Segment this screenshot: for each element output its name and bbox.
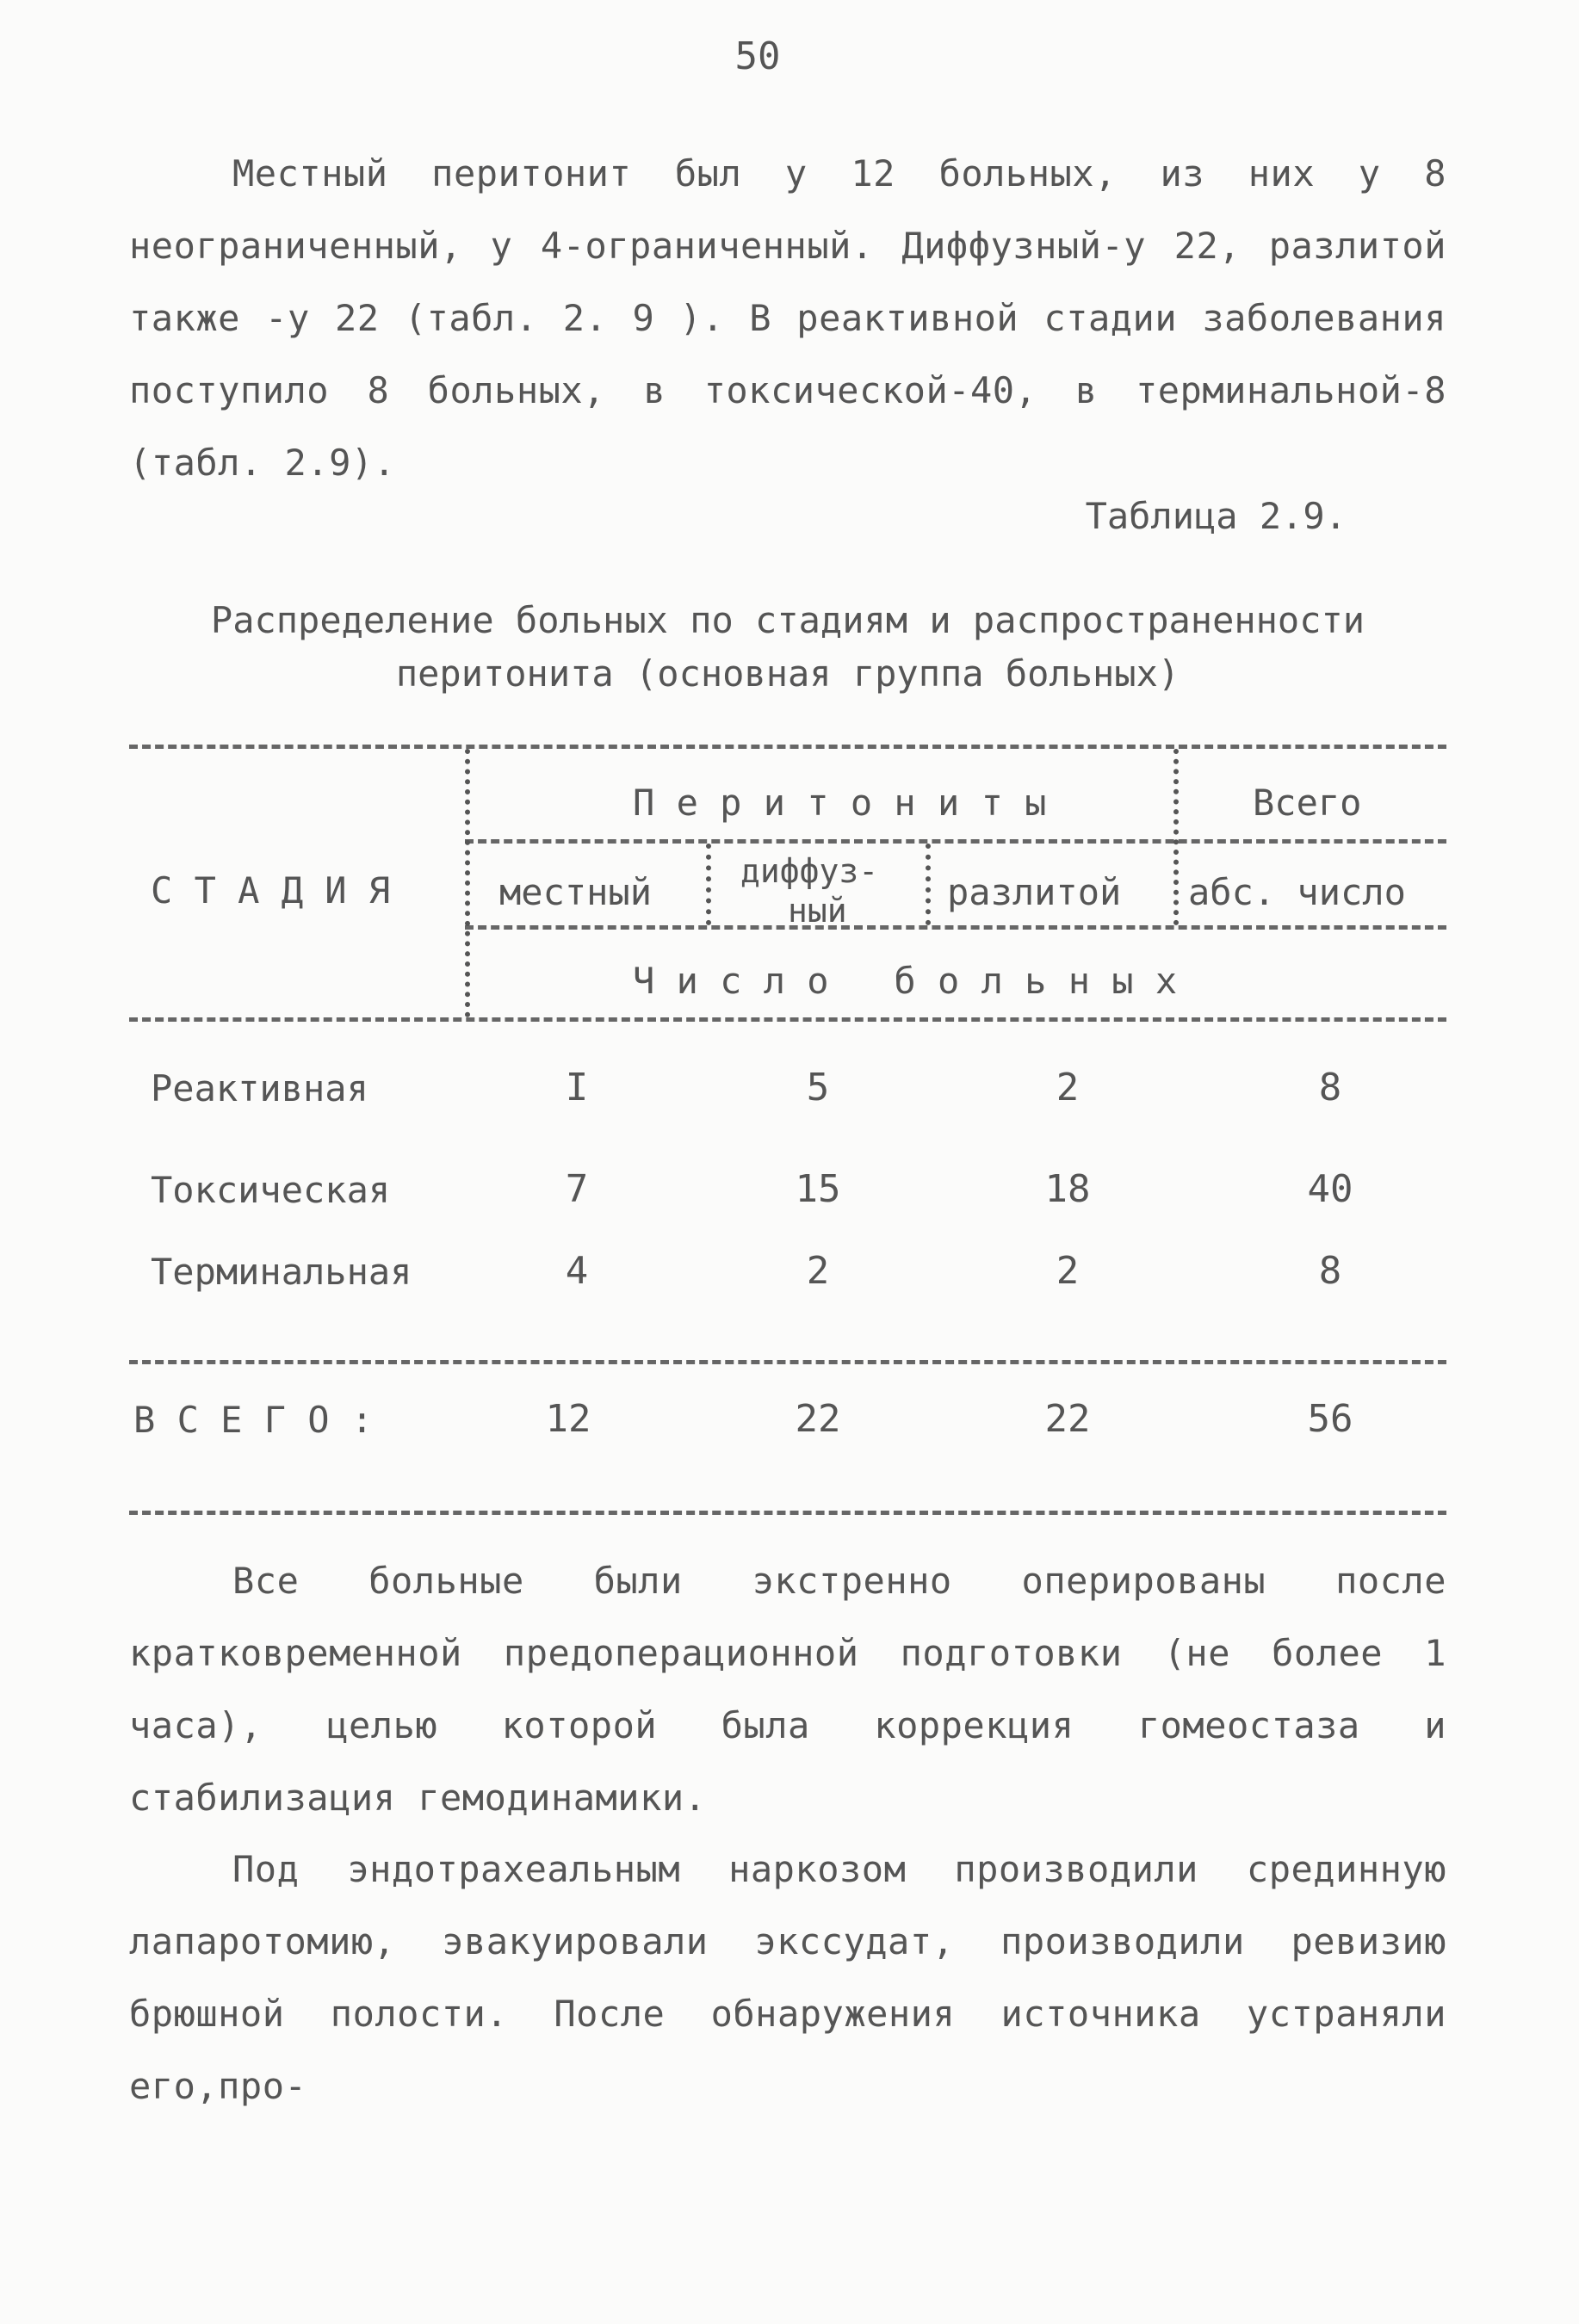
row-spread: 2	[1056, 1249, 1080, 1293]
paragraph-2	[129, 1545, 1446, 1834]
header-rule-2	[465, 925, 1446, 930]
paragraph-1	[129, 138, 1446, 499]
total-diffuse: 22	[795, 1397, 841, 1441]
page-number: 50	[734, 34, 781, 78]
paragraph-3	[129, 1833, 1446, 2123]
total-total: 56	[1307, 1397, 1353, 1441]
header-abs: абс. число	[1188, 871, 1406, 913]
table-title-line-1: Распределение больных по стадиям и распространенности	[210, 599, 1365, 641]
total-label: В С Е Г О :	[133, 1399, 374, 1441]
header-rule-1	[465, 839, 1446, 844]
paragraph-2-text: Все больные были экстренно оперированы после кратковременной предоперационной подготовки (не более 1 часа), целью которой была коррекция гомеостаза и стабилизация гемодинамики.	[129, 1560, 1446, 1819]
table-caption: Таблица 2.9.	[1085, 495, 1347, 537]
total-local: 12	[545, 1397, 591, 1441]
row-diffuse: 5	[806, 1066, 830, 1109]
table-title	[129, 594, 1446, 701]
column-divider-stage	[465, 749, 470, 1017]
row-diffuse: 15	[795, 1167, 841, 1211]
row-total: 8	[1318, 1066, 1342, 1109]
column-divider-diffuse	[926, 844, 931, 925]
row-stage: Токсическая	[151, 1169, 391, 1211]
row-spread: 18	[1044, 1167, 1091, 1211]
header-diffuse-line-2: ный	[788, 892, 847, 930]
header-stage: С Т А Д И Я	[151, 869, 391, 912]
header-local: местный	[499, 871, 653, 913]
row-total: 40	[1307, 1167, 1353, 1211]
paragraph-3-text: Под эндотрахеальным наркозом производили срединную лапаротомию, эвакуировали экссудат, производили ревизию брюшной полости. После обнаружения источника устраняли его,про-	[129, 1848, 1446, 2107]
header-spread: разлитой	[947, 871, 1122, 913]
row-diffuse: 2	[806, 1249, 830, 1293]
column-divider-total	[1173, 749, 1179, 925]
header-bottom-rule	[129, 1017, 1446, 1022]
header-total: Всего	[1253, 782, 1362, 824]
table-bottom-rule	[129, 1511, 1446, 1515]
total-spread: 22	[1044, 1397, 1091, 1441]
total-top-rule	[129, 1360, 1446, 1364]
row-stage: Терминальная	[151, 1251, 412, 1293]
row-spread: 2	[1056, 1066, 1080, 1109]
header-diffuse-line-1: диффуз-	[740, 852, 879, 890]
row-local: I	[565, 1066, 589, 1109]
header-peritonitis: П е р и т о н и т ы	[633, 782, 1047, 824]
row-local: 4	[565, 1249, 589, 1293]
paragraph-1-text: Местный перитонит был у 12 больных, из них у 8 неограниченный, у 4-ограниченный. Диффузный-у 22, разлитой также -у 22 (табл. 2. 9 ). В реактивной стадии заболевания поступило 8 больных, в токсической-40, в терминальной-8 (табл. 2.9).	[129, 152, 1446, 484]
row-stage: Реактивная	[151, 1067, 368, 1109]
table-top-rule	[129, 745, 1446, 749]
table-title-line-2: перитонита (основная группа больных)	[395, 652, 1180, 695]
column-divider-local	[706, 844, 711, 925]
header-count: Ч и с л о б о л ь н ы х	[633, 960, 1178, 1002]
row-total: 8	[1318, 1249, 1342, 1293]
row-local: 7	[565, 1167, 589, 1211]
